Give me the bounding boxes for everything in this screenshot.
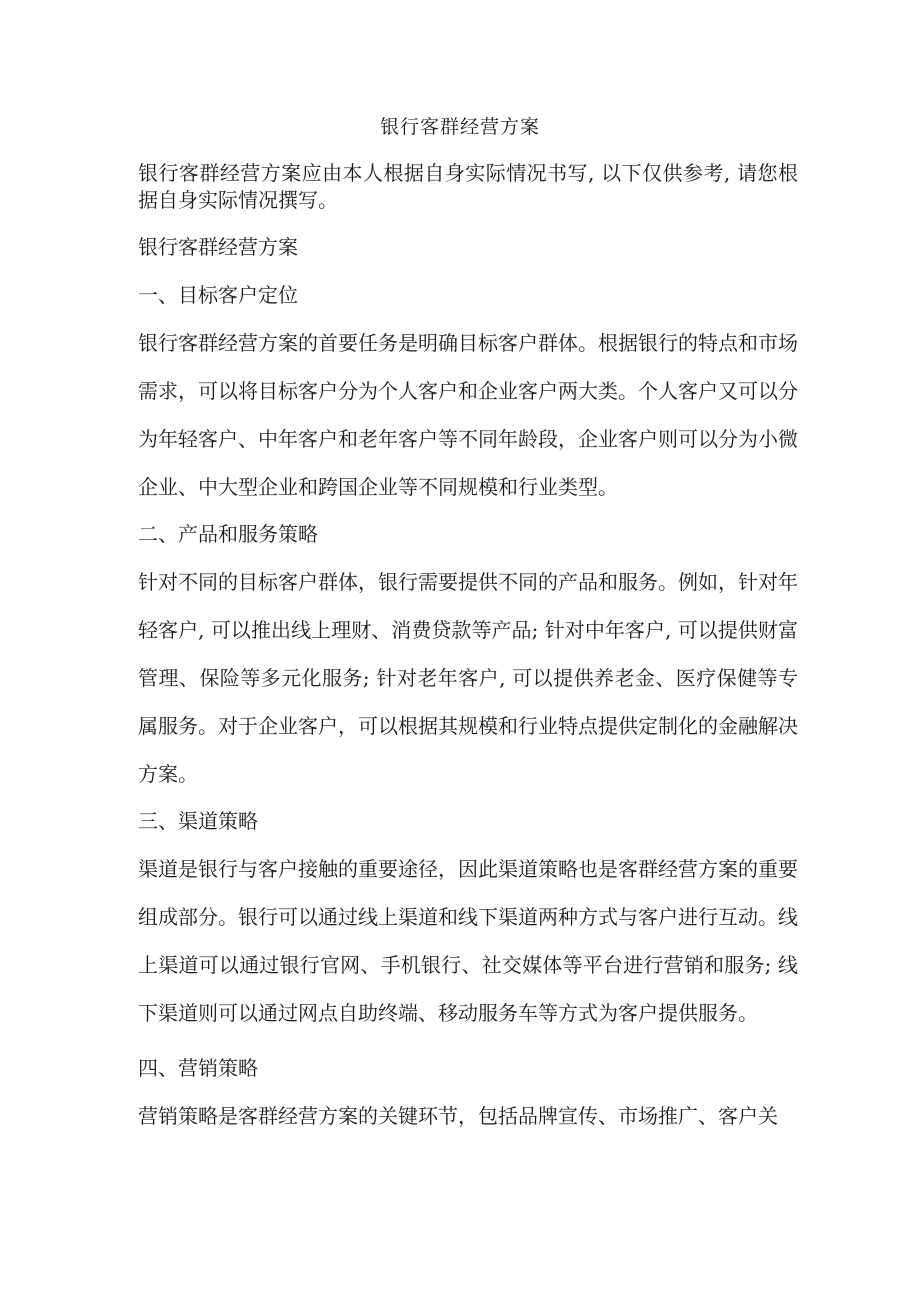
section-paragraph-channels: 渠道是银行与客户接触的重要途径，因此渠道策略也是客群经营方案的重要组成部分。银行可以通过线上渠道和线下渠道两种方式与客户进行互动。线上渠道可以通过银行官网、手机银行、社交媒体等平台进行营销和服务; 线下渠道则可以通过网点自助终端、移动服务车等方式为客户提供服务。: [138, 857, 798, 1025]
subtitle-heading: 银行客群经营方案: [138, 235, 298, 259]
document-body: [138, 160, 798, 1140]
section-heading-marketing: 四、营销策略: [138, 1056, 258, 1080]
section-heading-channels: 三、渠道策略: [138, 809, 258, 833]
intro-paragraph: 银行客群经营方案应由本人根据自身实际情况书写, 以下仅供参考, 请您根据自身实际情况撰写。: [138, 161, 798, 212]
section-heading-target-customers: 一、目标客户定位: [138, 283, 298, 307]
section-paragraph-target-customers: 银行客群经营方案的首要任务是明确目标客户群体。根据银行的特点和市场需求，可以将目标客户分为个人客户和企业客户两大类。个人客户又可以分为年轻客户、中年客户和老年客户等不同年龄段，企业客户则可以分为小微企业、中大型企业和跨国企业等不同规模和行业类型。: [138, 331, 798, 499]
document-title: 银行客群经营方案: [379, 116, 540, 138]
section-paragraph-products-services: 针对不同的目标客户群体，银行需要提供不同的产品和服务。例如，针对年轻客户, 可以推出线上理财、消费贷款等产品; 针对中年客户, 可以提供财富管理、保险等多元化服务; 针对老年客户, 可以提供养老金、医疗保健等专属服务。对于企业客户，可以根据其规模和行业特点提供定制化的金融解决方案。: [138, 570, 798, 786]
section-paragraph-marketing: 营销策略是客群经营方案的关键环节，包括品牌宣传、市场推广、客户关: [138, 1104, 778, 1128]
section-heading-products-services: 二、产品和服务策略: [138, 522, 318, 546]
